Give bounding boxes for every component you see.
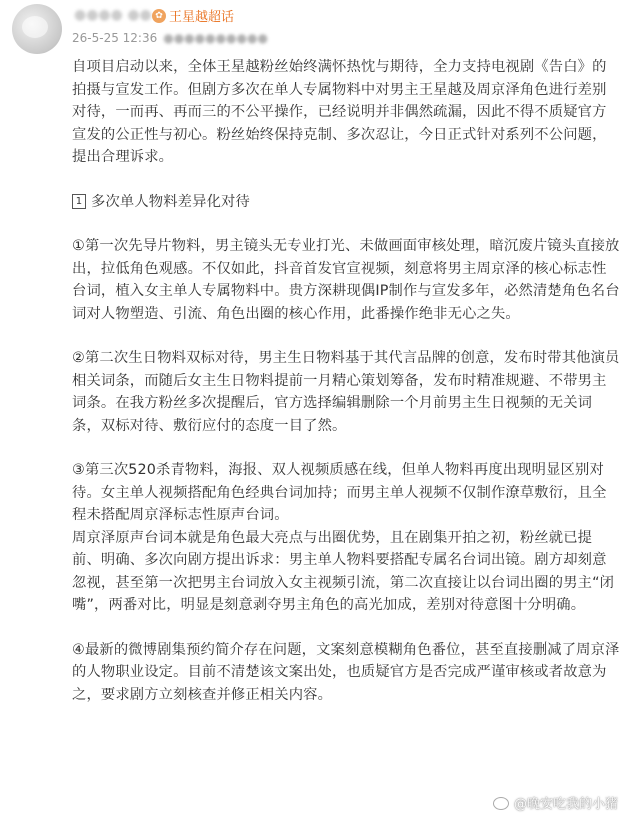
section-title: 1 多次单人物料差异化对待 bbox=[72, 191, 620, 214]
paragraph-point-1: ①第一次先导片物料，男主镜头无专业打光、未做画面审核处理，暗沉废片镜头直接放出，拉低角色观感。不仅如此，抖音首发官宣视频，刻意将男主周京泽的核心标志性台词，植入女主单人专属物料中。贵方深耕现偶IP制作与宣发多年，必然清楚角色名台词对人物塑造、引流、角色出圈的核心作用，此番操作绝非无心之失。 bbox=[72, 238, 620, 322]
avatar[interactable] bbox=[12, 4, 62, 54]
paragraph-point-2: ②第二次生日物料双标对待，男主生日物料基于其代言品牌的创意，发布时带其他演员相关词条，而随后女主生日物料提前一月精心策划筹备，发布时精准规避、不带男主词条。在我方粉丝多次提醒后，官方选择编辑删除一个月前男主生日视频的无关词条，双标对待、敷衍应付的态度一目了然。 bbox=[72, 350, 620, 434]
watermark-text: @晚安吃我的小猪 bbox=[513, 797, 618, 812]
paragraph-intro: 自项目启动以来，全体王星越粉丝始终满怀热忱与期待，全力支持电视剧《告白》的拍摄与宣发工作。但剧方多次在单人专属物料中对男主王星越及周京泽角色进行差别对待，一而再、再而三的不公平操作，已经说明并非偶然疏漏，因此不得不质疑官方宣发的公正性与初心。粉丝始终保持克制、多次忍让，今日正式针对系列不公问题，提出合理诉求。 bbox=[72, 59, 607, 165]
paragraph-point-3-detail: 周京泽原声台词本就是角色最大亮点与出圈优势，且在剧集开拍之初，粉丝就已提前、明确、多次向剧方提出诉求：男主单人物料要搭配专属名台词出镜。剧方却刻意忽视，甚至第一次把男主台词放入女主视频引流，第二次直接让以台词出圈的男主“闭嘴”，两番对比，明显是刻意剥夺男主角色的高光加成，差别对待意图十分明确。 bbox=[72, 529, 615, 613]
fan-badge-icon: ✿ bbox=[152, 9, 166, 23]
post-timestamp: 26-5-25 12:36 bbox=[72, 31, 158, 45]
paragraph-point-4: ④最新的微博剧集预约简介存在问题，文案刻意模糊角色番位，甚至直接删减了周京泽的人物职业设定。目前不清楚该文案出处，也质疑官方是否完成严谨审核或者故意为之，要求剧方立刻核查并修正相关内容。 bbox=[72, 641, 620, 703]
paragraph-point-3: ③第三次520杀青物料，海报、双人视频质感在线，但单人物料再度出现明显区别对待。女主单人视频搭配角色经典台词加持；而男主单人视频不仅制作潦草敷衍，且全程未搭配周京泽标志性原声台词。 bbox=[72, 462, 607, 523]
fan-badge-label[interactable]: 王星越超话 bbox=[169, 10, 235, 25]
post-meta bbox=[72, 31, 268, 45]
post-source: ●●●●●●●●●● bbox=[163, 31, 268, 45]
username[interactable]: ●●●● ●● bbox=[74, 7, 152, 23]
weibo-logo-icon bbox=[492, 796, 510, 810]
avatar-highlight bbox=[22, 16, 48, 38]
post-content bbox=[72, 56, 620, 706]
fan-badge[interactable] bbox=[152, 6, 234, 25]
watermark bbox=[492, 793, 618, 812]
section-number-box: 1 bbox=[72, 194, 86, 209]
